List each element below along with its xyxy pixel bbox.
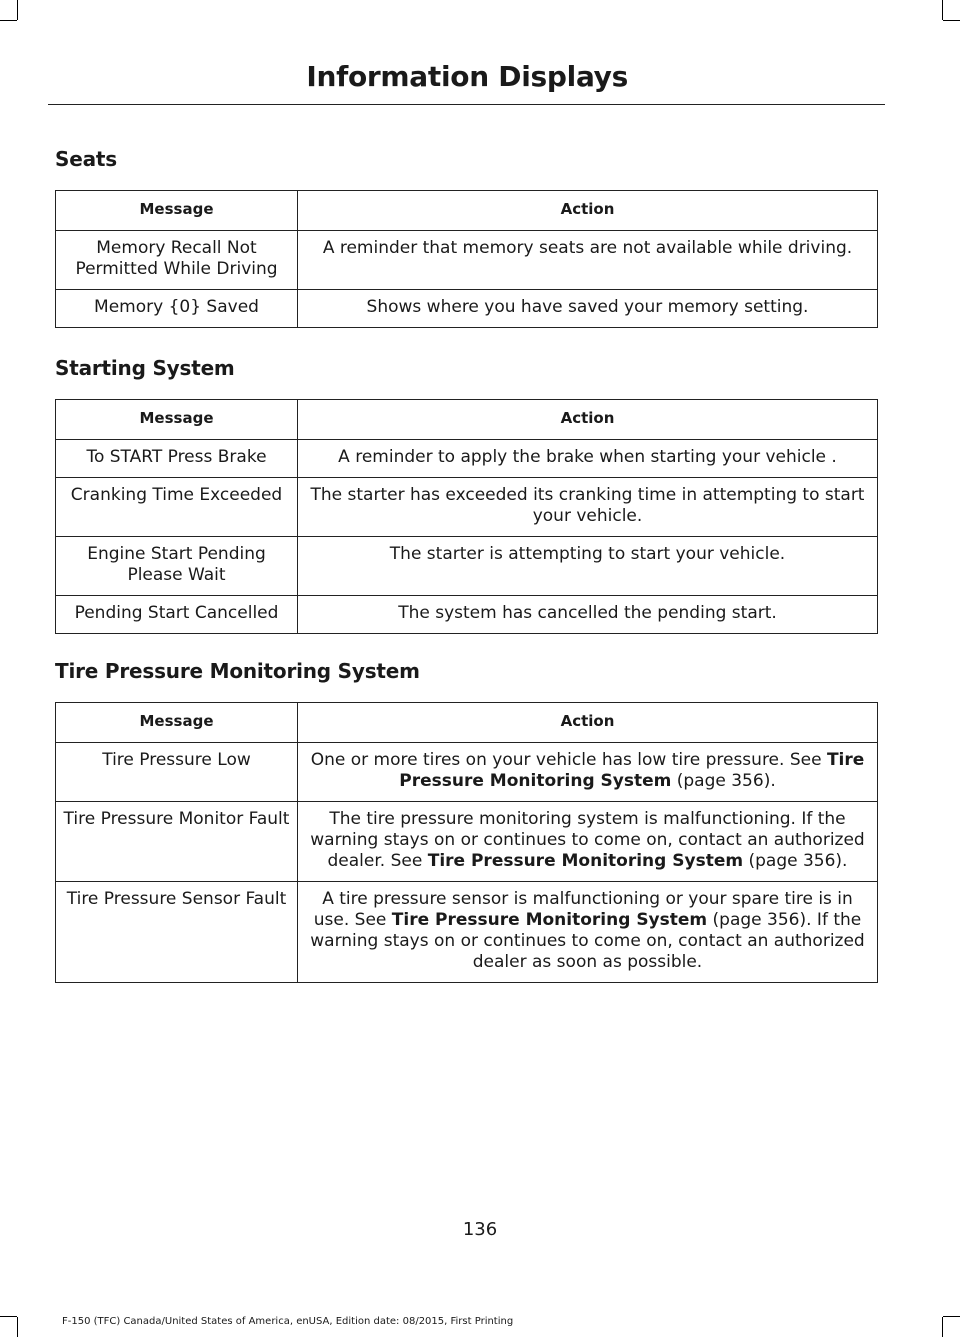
- action-cell: The starter has exceeded its cranking time in attempting to start your vehicle.: [298, 478, 878, 537]
- table-header-row: [56, 703, 878, 743]
- section-title-starting-system: Starting System: [55, 356, 235, 380]
- page-title: Information Displays: [306, 60, 628, 93]
- action-text: One or more tires on your vehicle has low tire pressure. See: [310, 750, 827, 770]
- action-text: A tire pressure sensor is malfunctioning or your spare tire is in use. See: [313, 889, 853, 930]
- action-text-continued: (page 356). If the warning stays on or continues to come on, contact an authorized dealer as soon as possible.: [310, 910, 865, 972]
- crop-mark: [943, 1316, 960, 1317]
- page-reference: (page 356).: [743, 851, 848, 871]
- page-number: 136: [462, 1219, 498, 1240]
- header-divider: [48, 104, 885, 105]
- table-row: [56, 802, 878, 882]
- crop-mark: [942, 1317, 943, 1337]
- table-row: [56, 440, 878, 478]
- column-header-message: Message: [56, 703, 298, 743]
- message-cell: Memory {0} Saved: [56, 290, 298, 328]
- message-cell: Engine Start Pending Please Wait: [56, 537, 298, 596]
- crop-mark: [0, 20, 17, 21]
- action-cell: The system has cancelled the pending start.: [298, 596, 878, 634]
- action-cell: The starter is attempting to start your vehicle.: [298, 537, 878, 596]
- crop-mark: [17, 0, 18, 20]
- table-row: [56, 596, 878, 634]
- action-cell: [298, 802, 878, 882]
- action-cell: A reminder that memory seats are not available while driving.: [298, 231, 878, 290]
- crop-mark: [943, 20, 960, 21]
- section-title-tire-pressure: Tire Pressure Monitoring System: [55, 659, 420, 683]
- message-cell: Memory Recall Not Permitted While Driving: [56, 231, 298, 290]
- crop-mark: [942, 0, 943, 20]
- message-cell: Cranking Time Exceeded: [56, 478, 298, 537]
- footer-edition-info: F-150 (TFC) Canada/United States of America, enUSA, Edition date: 08/2015, First Printing: [62, 1316, 514, 1327]
- message-cell: Pending Start Cancelled: [56, 596, 298, 634]
- table-row: [56, 882, 878, 983]
- action-cell: Shows where you have saved your memory setting.: [298, 290, 878, 328]
- column-header-action: Action: [298, 703, 878, 743]
- page-reference: (page 356).: [671, 771, 776, 791]
- column-header-action: Action: [298, 400, 878, 440]
- message-cell: To START Press Brake: [56, 440, 298, 478]
- column-header-message: Message: [56, 191, 298, 231]
- table-header-row: [56, 400, 878, 440]
- message-cell: Tire Pressure Sensor Fault: [56, 882, 298, 983]
- table-row: [56, 290, 878, 328]
- seats-table: [55, 190, 878, 328]
- tire-pressure-table: [55, 702, 878, 983]
- starting-system-table: [55, 399, 878, 634]
- table-row: [56, 478, 878, 537]
- action-text: The tire pressure monitoring system is malfunctioning. If the warning stays on or continues to come on, contact an authorized dealer. See: [310, 809, 865, 871]
- cross-reference-link[interactable]: Tire Pressure Monitoring System: [399, 750, 865, 791]
- crop-mark: [17, 1317, 18, 1337]
- column-header-message: Message: [56, 400, 298, 440]
- message-cell: Tire Pressure Monitor Fault: [56, 802, 298, 882]
- table-header-row: [56, 191, 878, 231]
- message-cell: Tire Pressure Low: [56, 743, 298, 802]
- column-header-action: Action: [298, 191, 878, 231]
- cross-reference-link[interactable]: Tire Pressure Monitoring System: [391, 910, 708, 930]
- crop-mark: [0, 1316, 17, 1317]
- action-cell: A reminder to apply the brake when starting your vehicle .: [298, 440, 878, 478]
- action-cell: [298, 882, 878, 983]
- action-cell: [298, 743, 878, 802]
- table-row: [56, 537, 878, 596]
- cross-reference-link[interactable]: Tire Pressure Monitoring System: [427, 851, 744, 871]
- table-row: [56, 231, 878, 290]
- table-row: [56, 743, 878, 802]
- section-title-seats: Seats: [55, 147, 117, 171]
